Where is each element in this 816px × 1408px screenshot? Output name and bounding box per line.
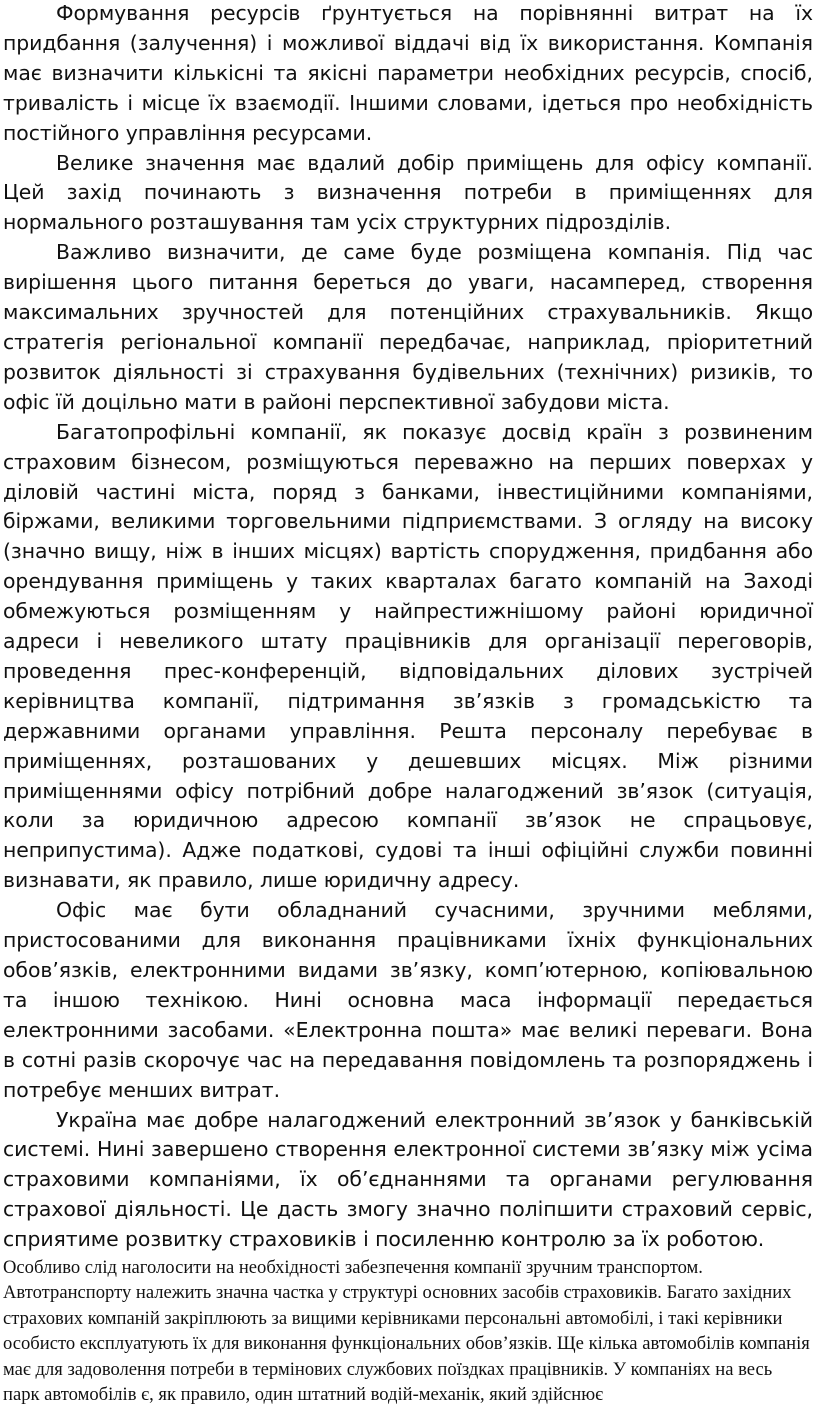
paragraph-transport: Особливо слід наголосити на необхідності забезпечення компанії зручним транспортом. Автотранспорту належить значна частка у структурі основних засобів страховиків. Багато західних страхових компаній закріплюють за вищими керівниками персональні автомобілі, і такі керівники особисто експлуатують їх для виконання функціональних обов’язків. Ще кілька автомобілів компанія має для задоволення потреби в термінових службових поїздках працівників. У компаніях на весь парк автомобілів є, як правило, один штатний водій-механік, який здійснює bbox=[3, 1257, 810, 1406]
paragraph-company-location: Важливо визначити, де саме буде розміщена компанія. Під час вирішення цього питання береться до уваги, насамперед, створення максимальних зручностей для потенційних страхувальників. Якщо стратегія регіональної компанії передбачає, наприклад, пріоритетний розвиток діяльності зі страхування будівельних (технічних) ризиків, то офіс їй доцільно мати в районі перспективної забудови міста. bbox=[3, 240, 813, 414]
paragraph-ukraine-communication: Україна має добре налагоджений електронний зв’язок у банківській системі. Нині завершено створення електронної системи зв’язку між усіма страховими компаніями, їх об’єднаннями та органами регулювання страхової діяльності. Це дасть змогу значно поліпшити страховий сервіс, сприятиме розвитку страховиків і посиленню контролю за їх роботою. bbox=[3, 1107, 813, 1252]
paragraph-resource-formation: Формування ресурсів ґрунтується на порівнянні витрат на їх придбання (залучення) і можливої віддачі від їх використання. Компанія має визначити кількісні та якісні параметри необхідних ресурсів, спосіб, тривалість і місце їх взаємодії. Іншими словами, ідеться про необхідність постійного управління ресурсами. bbox=[3, 1, 813, 145]
paragraph-multiprofile-companies: Багатопрофільні компанії, як показує досвід країн з розвиненим страховим бізнесом, розміщуються переважно на перших поверхах у діловій частині міста, поряд з банками, інвестиційними компаніями, біржами, великими торговельними підприємствами. З огляду на високу (значно вищу, ніж в інших місцях) вартість спорудження, придбання або орендування приміщень у таких кварталах багато компаній на Заході обмежуються розміщенням у найпрестижнішому районі юридичної адреси і невеликого штату працівників для організації переговорів, проведення прес-конференцій, відповідальних ділових зустрічей керівництва компанії, підтримання зв’язків з громадськістю та державними органами управління. Решта персоналу перебуває в приміщеннях, розташованих у дешевших місцях. Між різними приміщеннями офісу потрібний добре налагоджений зв’язок (ситуація, коли за юридичною адресою компанії зв’язок не спрацьовує, неприпустима). Адже податкові, судові та інші офіційні служби повинні визнавати, як правило, лише юридичну адресу. bbox=[3, 419, 813, 893]
paragraph-office-equipment: Офіс має бути обладнаний сучасними, зручними меблями, пристосованими для виконання працівниками їхніх функціональних обов’язків, електронними видами зв’язку, комп’ютерною, копіювальною та іншою технікою. Нині основна маса інформації передається електронними засобами. «Електронна пошта» має великі переваги. Вона в сотні разів скорочує час на передавання повідомлень та розпоряджень і потребує менших витрат. bbox=[3, 898, 813, 1102]
paragraph-office-selection: Велике значення має вдалий добір приміщень для офісу компанії. Цей захід починають з визначення потреби в приміщеннях для нормального розташування там усіх структурних підрозділів. bbox=[3, 150, 813, 235]
